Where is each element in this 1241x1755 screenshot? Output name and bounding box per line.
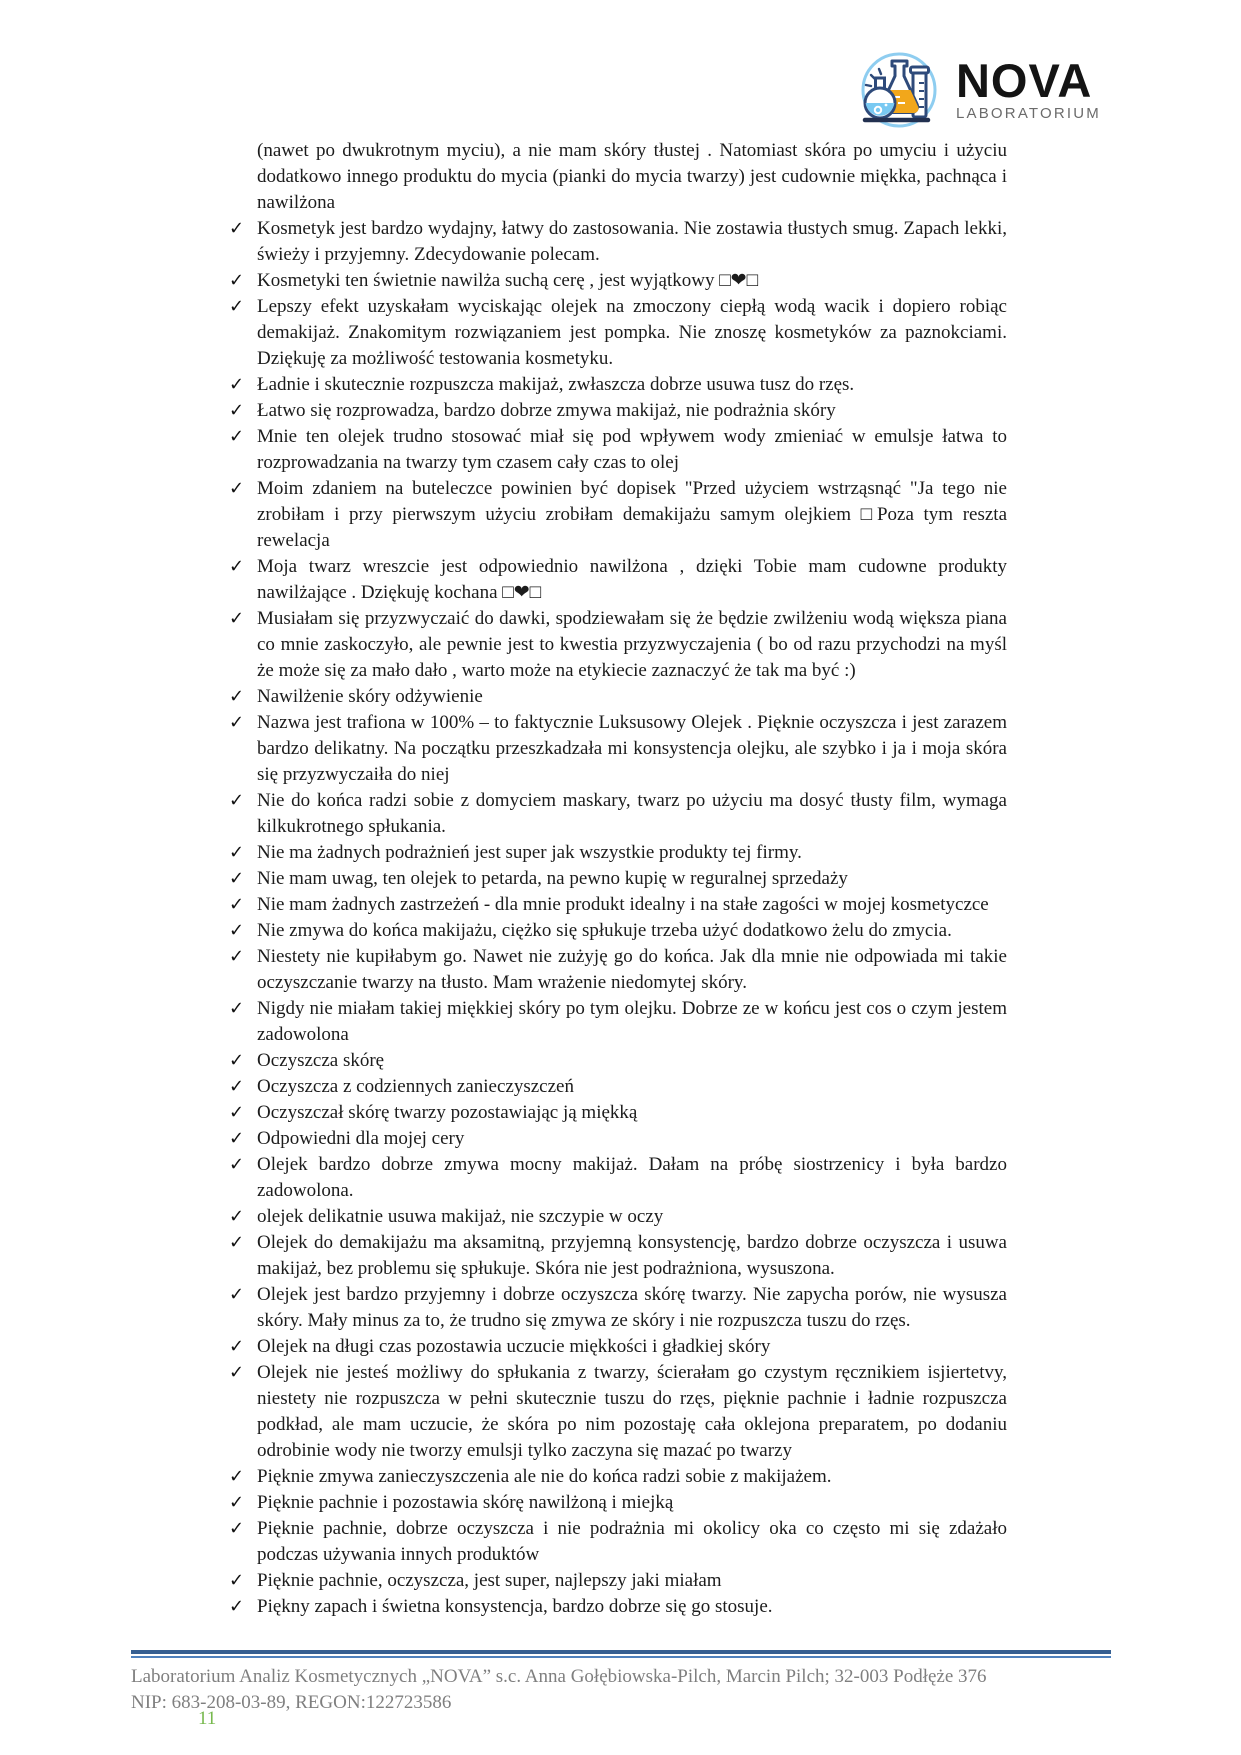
- footer-company-info: [131, 1664, 1111, 1716]
- checkmark-bullet-icon: ✓: [229, 1050, 245, 1071]
- checkmark-bullet-icon: ✓: [229, 1154, 245, 1175]
- list-item: [229, 294, 1007, 372]
- footer-rule-thin: [131, 1656, 1111, 1658]
- list-item: [229, 398, 1007, 424]
- checkmark-bullet-icon: ✓: [229, 426, 245, 447]
- checkmark-bullet-icon: ✓: [229, 712, 245, 733]
- checkmark-bullet-icon: ✓: [229, 790, 245, 811]
- list-item: [229, 1360, 1007, 1464]
- list-item: [229, 1568, 1007, 1594]
- list-item: [229, 606, 1007, 684]
- checkmark-bullet-icon: ✓: [229, 1206, 245, 1227]
- list-item: [229, 1204, 1007, 1230]
- page-number: 11: [198, 1708, 217, 1729]
- list-item-text: Lepszy efekt uzyskałam wyciskając olejek na zmoczony ciepłą wodą wacik i dopiero robiąc demakijaż. Znakomitym rozwiązaniem jest pompka. Nie znoszę kosmetyków za paznokciami. Dziękuję za możliwość testowania kosmetyku.: [257, 296, 1007, 369]
- list-item-text: Pięknie pachnie, dobrze oczyszcza i nie podrażnia mi okolicy oka co często mi się zdażało podczas używania innych produktów: [257, 1518, 1007, 1565]
- list-item: [229, 424, 1007, 476]
- list-item-text: Ładnie i skutecznie rozpuszcza makijaż, zwłaszcza dobrze usuwa tusz do rzęs.: [257, 374, 855, 395]
- checkmark-bullet-icon: ✓: [229, 556, 245, 577]
- checkmark-bullet-icon: ✓: [229, 1336, 245, 1357]
- checkmark-bullet-icon: ✓: [229, 1570, 245, 1591]
- checkmark-bullet-icon: ✓: [229, 1492, 245, 1513]
- logo-subtitle: LABORATORIUM: [955, 105, 1101, 122]
- list-item-text: Oczyszcza skórę: [257, 1050, 385, 1071]
- checkmark-bullet-icon: ✓: [229, 1128, 245, 1149]
- list-item: [229, 996, 1007, 1048]
- checkmark-bullet-icon: ✓: [229, 1232, 245, 1253]
- list-item-text: Oczyszcza z codziennych zanieczyszczeń: [257, 1076, 574, 1097]
- list-item-text: Kosmetyki ten świetnie nawilża suchą cerę , jest wyjątkowy □❤□: [257, 270, 759, 291]
- list-item: [229, 1490, 1007, 1516]
- logo-text: [955, 54, 1101, 122]
- logo: [858, 45, 1101, 135]
- list-item-text: olejek delikatnie usuwa makijaż, nie szczypie w oczy: [257, 1206, 664, 1227]
- checkmark-bullet-icon: ✓: [229, 1596, 245, 1617]
- checkmark-bullet-icon: ✓: [229, 608, 245, 629]
- checkmark-bullet-icon: ✓: [229, 946, 245, 967]
- checkmark-bullet-icon: ✓: [229, 1466, 245, 1487]
- list-item-text: Niestety nie kupiłabym go. Nawet nie zużyję go do końca. Jak dla mnie nie odpowiada mi takie oczyszczanie twarzy na tłusto. Mam wrażenie niedomytej skóry.: [257, 946, 1007, 993]
- list-item: [229, 1230, 1007, 1282]
- list-item-text: Olejek jest bardzo przyjemny i dobrze oczyszcza skórę twarzy. Nie zapycha porów, nie wysusza skóry. Mały minus za to, że trudno się zmywa ze skóry i nie rozpuszcza tuszu do rzęs.: [257, 1284, 1007, 1331]
- list-item-text: Moim zdaniem na buteleczce powinien być dopisek "Przed użyciem wstrząsnąć "Ja tego nie zrobiłam i przy pierwszym użyciu zrobiłam demakijażu samym olejkiem □Poza tym reszta rewelacja: [257, 478, 1007, 551]
- list-item: [229, 268, 1007, 294]
- list-item-text: Kosmetyk jest bardzo wydajny, łatwy do zastosowania. Nie zostawia tłustych smug. Zapach lekki, świeży i przyjemny. Zdecydowanie polecam.: [257, 218, 1007, 265]
- list-item-text: Nie zmywa do końca makijażu, ciężko się spłukuje trzeba użyć dodatkowo żelu do zmycia.: [257, 920, 952, 941]
- checkmark-bullet-icon: ✓: [229, 1284, 245, 1305]
- list-item-text: Łatwo się rozprowadza, bardzo dobrze zmywa makijaż, nie podrażnia skóry: [257, 400, 836, 421]
- list-item: [229, 1152, 1007, 1204]
- list-item: [229, 710, 1007, 788]
- list-item-text: Nie mam uwag, ten olejek to petarda, na pewno kupię w reguralnej sprzedaży: [257, 868, 848, 889]
- list-item: [229, 1516, 1007, 1568]
- checkmark-bullet-icon: ✓: [229, 998, 245, 1019]
- list-item: [229, 476, 1007, 554]
- list-item-text: Olejek bardzo dobrze zmywa mocny makijaż. Dałam na próbę siostrzenicy i była bardzo zadowolona.: [257, 1154, 1007, 1201]
- checkmark-bullet-icon: ✓: [229, 842, 245, 863]
- list-item-text: Moja twarz wreszcie jest odpowiednio nawilżona , dzięki Tobie mam cudowne produkty nawilżające . Dziękuję kochana □❤□: [257, 556, 1007, 603]
- checkmark-bullet-icon: ✓: [229, 1518, 245, 1539]
- list-item: [229, 216, 1007, 268]
- list-item: [229, 1100, 1007, 1126]
- list-item: [229, 840, 1007, 866]
- checkmark-bullet-icon: ✓: [229, 920, 245, 941]
- list-item-text: Nazwa jest trafiona w 100% – to faktycznie Luksusowy Olejek . Pięknie oczyszcza i jest zarazem bardzo delikatny. Na początku przeszkadzała mi konsystencja olejku, ale szybko i ja i moja skóra się przyzwyczaiła do niej: [257, 712, 1007, 785]
- footer-nip-regon-line: NIP: 683-208-03-89, REGON:122723586: [131, 1692, 452, 1713]
- list-item-text: Nawilżenie skóry odżywienie: [257, 686, 483, 707]
- checkmark-bullet-icon: ✓: [229, 1076, 245, 1097]
- checkmark-bullet-icon: ✓: [229, 478, 245, 499]
- list-item-text: Nie mam żadnych zastrzeżeń - dla mnie produkt idealny i na stałe zagości w mojej kosmetyczce: [257, 894, 989, 915]
- list-item: [229, 892, 1007, 918]
- checkmark-bullet-icon: ✓: [229, 686, 245, 707]
- list-item-text: Musiałam się przyzwyczaić do dawki, spodziewałam się że będzie zwilżeniu wodą większa piana co mnie zaskoczyło, ale pewnie jest to kwestia przyzwyczajenia ( bo od razu przychodzi na myśl że może się za mało dało , warto może na etykiecie zaznaczyć że tak ma być :): [257, 608, 1007, 681]
- bullet-list: [229, 216, 1007, 1620]
- list-item-text: Nie ma żadnych podrażnień jest super jak wszystkie produkty tej firmy.: [257, 842, 802, 863]
- list-item: [229, 1282, 1007, 1334]
- list-item: [229, 788, 1007, 840]
- list-item: [229, 1126, 1007, 1152]
- list-item-text: Olejek na długi czas pozostawia uczucie miękkości i gładkiej skóry: [257, 1336, 771, 1357]
- list-item-text: Mnie ten olejek trudno stosować miał się pod wpływem wody zmieniać w emulsje łatwa to rozprowadzania na twarzy tym czasem cały czas to olej: [257, 426, 1007, 473]
- list-item-text: Oczyszczał skórę twarzy pozostawiając ją miękką: [257, 1102, 638, 1123]
- checkmark-bullet-icon: ✓: [229, 374, 245, 395]
- list-item: [229, 684, 1007, 710]
- checkmark-bullet-icon: ✓: [229, 868, 245, 889]
- footer-company-line: Laboratorium Analiz Kosmetycznych „NOVA” s.c. Anna Gołębiowska-Pilch, Marcin Pilch; 32-003 Podłęże 376: [131, 1666, 987, 1687]
- list-item-text: Pięknie zmywa zanieczyszczenia ale nie do końca radzi sobie z makijażem.: [257, 1466, 832, 1487]
- page-footer: [131, 1650, 1111, 1716]
- list-item: [229, 1594, 1007, 1620]
- checkmark-bullet-icon: ✓: [229, 1102, 245, 1123]
- list-item-text: Odpowiedni dla mojej cery: [257, 1128, 465, 1149]
- checkmark-bullet-icon: ✓: [229, 1362, 245, 1383]
- list-item-text: Nie do końca radzi sobie z domyciem maskary, twarz po użyciu ma dosyć tłusty film, wymaga kilkukrotnego spłukania.: [257, 790, 1007, 837]
- lab-flasks-logo-icon: [858, 45, 940, 135]
- list-item-text: Olejek nie jesteś możliwy do spłukania z twarzy, ścierałam go czystym ręcznikiem isjiertetvy, niestety nie rozpuszcza w pełni skutecznie tuszu do rzęs, pięknie pachnie i ładnie rozpuszcza podkład, ale mam uczucie, że skóra po nim pozostaję cała oklejona preparatem, po dodaniu odrobinie wody nie tworzy emulsji tylko zaczyna się mazać po twarzy: [257, 1362, 1007, 1461]
- list-item-text: Olejek do demakijażu ma aksamitną, przyjemną konsystencję, bardzo dobrze oczyszcza i usuwa makijaż, bez problemu się spłukuje. Skóra nie jest podrażniona, wysuszona.: [257, 1232, 1007, 1279]
- checkmark-bullet-icon: ✓: [229, 218, 245, 239]
- logo-brand-name: NOVA: [955, 54, 1093, 107]
- list-item: [229, 1074, 1007, 1100]
- list-item: [229, 1048, 1007, 1074]
- list-item-text: Pięknie pachnie, oczyszcza, jest super, najlepszy jaki miałam: [257, 1570, 722, 1591]
- list-item: [229, 554, 1007, 606]
- list-item: [229, 1464, 1007, 1490]
- list-item-text: Piękny zapach i świetna konsystencja, bardzo dobrze się go stosuje.: [257, 1596, 773, 1617]
- continuation-paragraph: (nawet po dwukrotnym myciu), a nie mam skóry tłustej . Natomiast skóra po umyciu i użyciu dodatkowo innego produktu do mycia (pianki do mycia twarzy) jest cudownie miękka, pachnąca i nawilżona: [257, 140, 1007, 213]
- list-item-text: Pięknie pachnie i pozostawia skórę nawilżoną i miejką: [257, 1492, 674, 1513]
- footer-rule-thick: [131, 1650, 1111, 1654]
- checkmark-bullet-icon: ✓: [229, 296, 245, 317]
- list-item: [229, 1334, 1007, 1360]
- list-item: [229, 918, 1007, 944]
- checkmark-bullet-icon: ✓: [229, 400, 245, 421]
- list-item-text: Nigdy nie miałam takiej miękkiej skóry po tym olejku. Dobrze ze w końcu jest cos o czym jestem zadowolona: [257, 998, 1007, 1045]
- list-item: [229, 866, 1007, 892]
- review-list: [229, 138, 1007, 1620]
- list-item: [229, 944, 1007, 996]
- list-item: [229, 372, 1007, 398]
- checkmark-bullet-icon: ✓: [229, 270, 245, 291]
- checkmark-bullet-icon: ✓: [229, 894, 245, 915]
